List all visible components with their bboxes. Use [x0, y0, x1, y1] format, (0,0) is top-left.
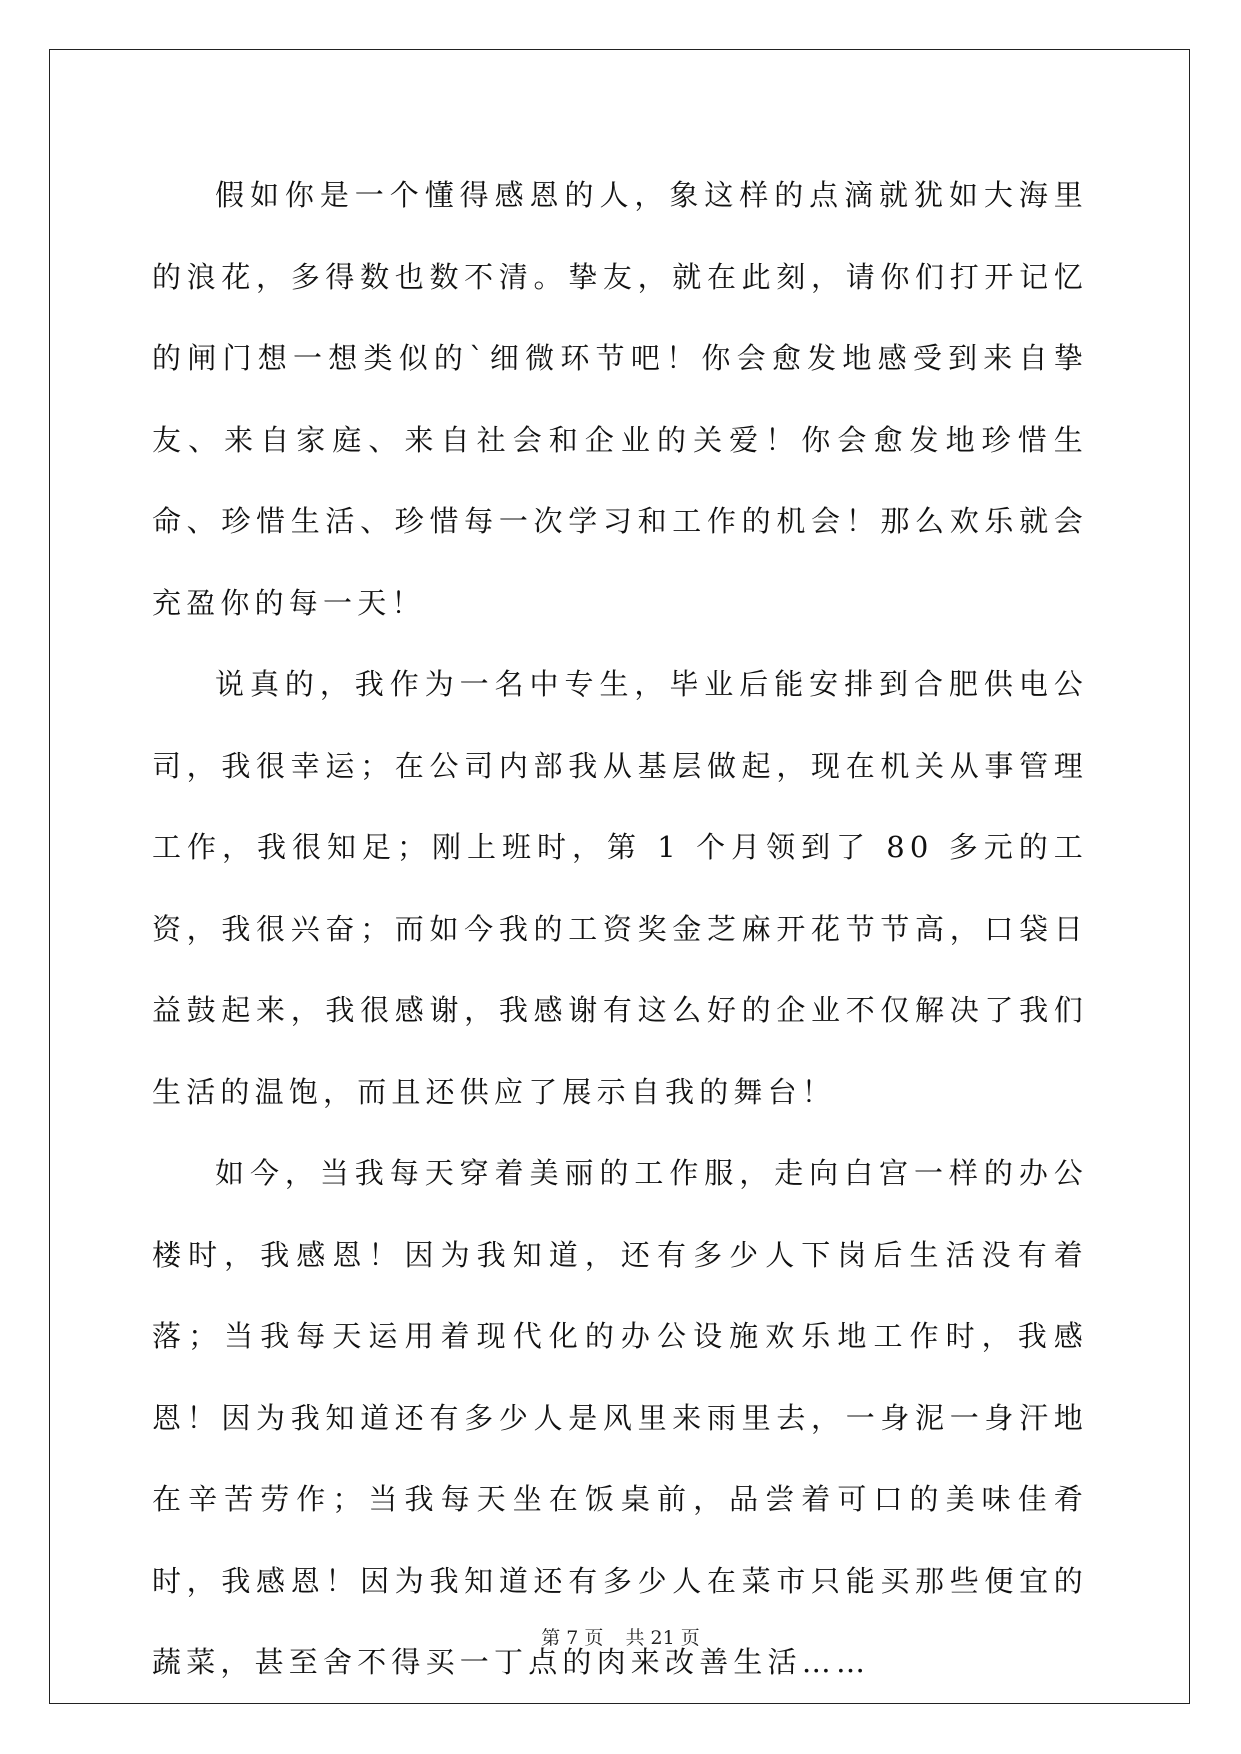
paragraph-1: 假如你是一个懂得感恩的人，象这样的点滴就犹如大海里的浪花，多得数也数不清。挚友，就在此刻，请你们打开记忆的闸门想一想类似的`细微环节吧！你会愈发地感受到来自挚友、来自家庭、来自社会和企业的关爱！你会愈发地珍惜生命、珍惜生活、珍惜每一次学习和工作的机会！那么欢乐就会充盈你的每一天！ — [152, 178, 1088, 620]
paragraph-3: 如今，当我每天穿着美丽的工作服，走向白宫一样的办公楼时，我感恩！因为我知道，还有多少人下岗后生活没有着落；当我每天运用着现代化的办公设施欢乐地工作时，我感恩！因为我知道还有多少人是风里来雨里去，一身泥一身汗地在辛苦劳作；当我每天坐在饭桌前，品尝着可口的美味佳肴时，我感恩！因为我知道还有多少人在菜市只能买那些便宜的蔬菜，甚至舍不得买一丁点的肉来改善生活…… — [152, 1156, 1088, 1679]
paragraph-2: 说真的，我作为一名中专生，毕业后能安排到合肥供电公司，我很幸运；在公司内部我从基层做起，现在机关从事管理工作，我很知足；刚上班时，第 1 个月领到了 80 多元的工资，我很兴奋；而如今我的工资奖金芝麻开花节节高，口袋日益鼓起来，我很感谢，我感谢有这么好的企业不仅解决了我们生活的温饱，而且还供应了展示自我的舞台！ — [152, 667, 1088, 1109]
page-number: 第 7 页 — [541, 1627, 604, 1649]
document-body — [152, 155, 1088, 1704]
page-total: 共 21 页 — [625, 1627, 700, 1649]
page-footer — [0, 1626, 1241, 1650]
